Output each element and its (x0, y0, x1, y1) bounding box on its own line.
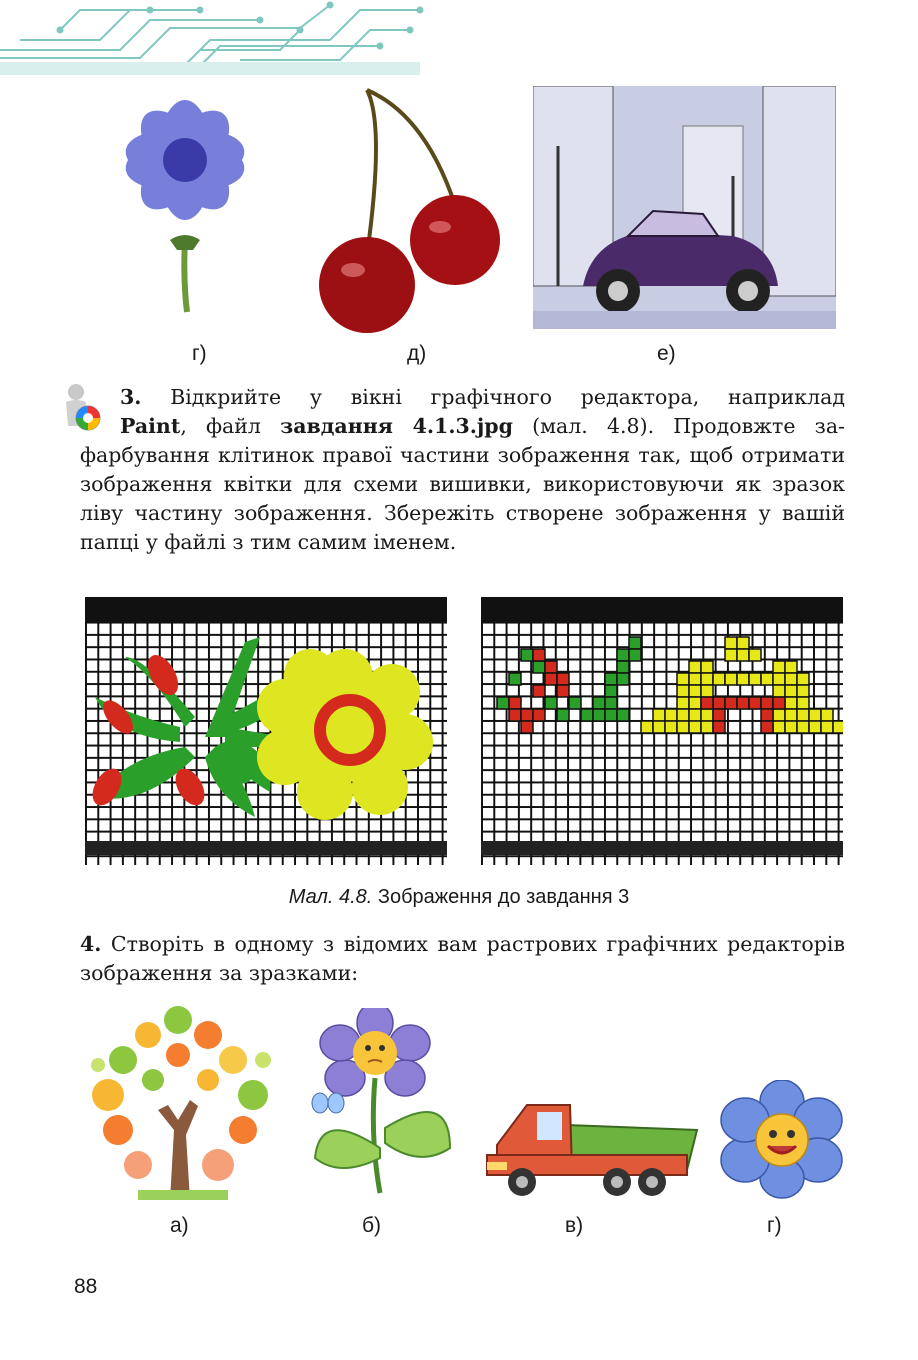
task-3-line1 (80, 383, 845, 412)
page-number: 88 (74, 1275, 98, 1298)
task-3-filename: завдання 4.1.3.jpg (280, 414, 513, 438)
retro-car-street-image (533, 86, 836, 329)
circuit-decoration (0, 0, 430, 75)
label-a: а) (170, 1214, 189, 1237)
figure-caption-number: Мал. 4.8. (288, 886, 373, 908)
label-g-bottom: г) (767, 1214, 782, 1237)
label-d: д) (407, 342, 427, 365)
label-e: е) (657, 342, 676, 365)
smiling-flower-image (718, 1080, 846, 1200)
figure-left-grid (85, 597, 447, 865)
cherries-image (315, 85, 505, 335)
tree-image (78, 1000, 283, 1205)
task-3-line1-text: Відкрийте у вікні графічного редактора, наприклад (170, 385, 845, 409)
task-3-rest: фарбування клітинок правої частини зображення так, щоб отримати зображення квітки для схеми вишивки, використовуючи як зразок ліву частину зображення. Збережіть створене зображення у вашій папці у файлі з тим самим іменем. (80, 443, 845, 554)
task-4-number: 4. (80, 932, 102, 956)
task-4-text (80, 930, 845, 988)
figure-caption (0, 886, 918, 909)
label-g: г) (192, 342, 207, 365)
label-b: б) (362, 1214, 382, 1237)
label-v: в) (565, 1214, 584, 1237)
cornflower-image (85, 90, 285, 315)
figure-right-grid (481, 597, 843, 865)
task-4-body: Створіть в одному з відомих вам растрових графічних редакторів зображення за зразками: (80, 932, 845, 985)
flower-with-butterfly-image (300, 1008, 460, 1198)
figure-caption-text: Зображення до завдання 3 (372, 886, 630, 908)
task-3-line2 (80, 412, 845, 441)
task-3-line2-text1: , файл (180, 414, 281, 438)
task-3-line2-text2: (мал. 4.8). Продовжте за- (512, 414, 845, 438)
dump-truck-image (482, 1100, 707, 1202)
task-3-paint: Paint (120, 414, 181, 438)
task-3-number: 3. (120, 385, 142, 409)
task-3-text (80, 383, 845, 557)
